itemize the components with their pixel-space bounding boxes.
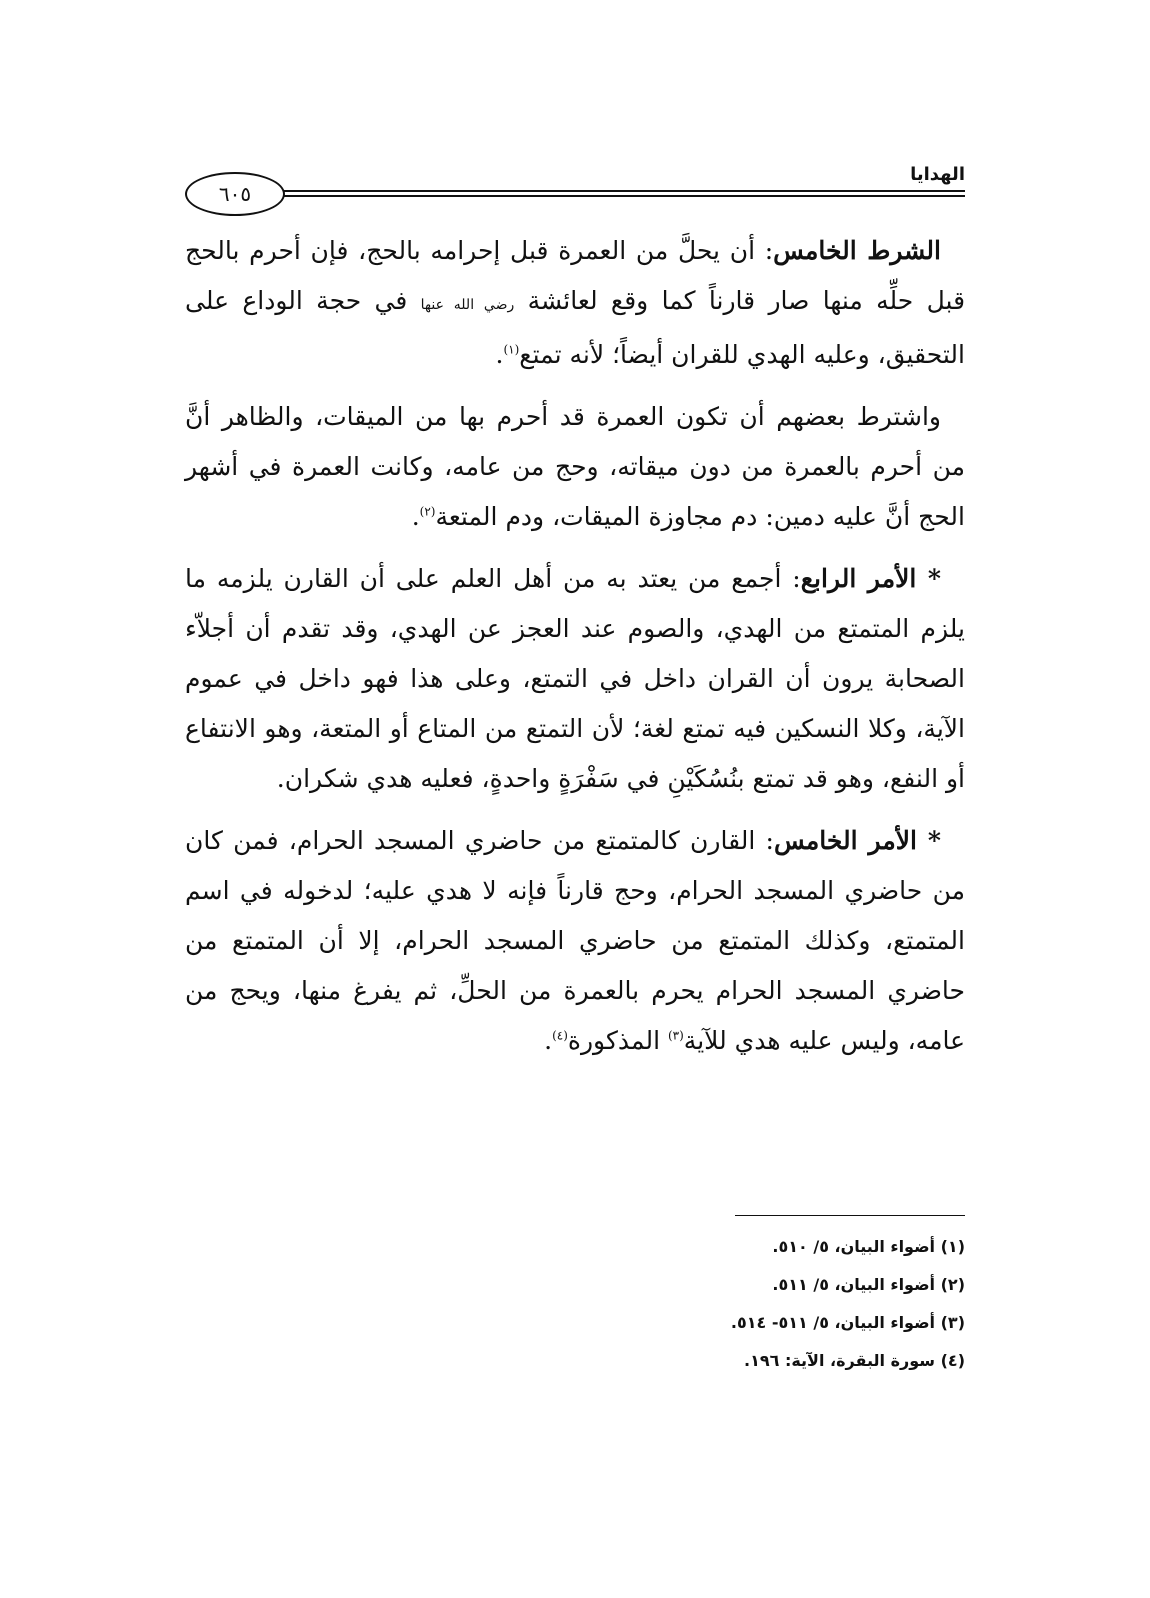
paragraph-text: . <box>544 1026 553 1055</box>
footnote-ref-1[interactable]: (١) <box>503 342 520 357</box>
paragraph-matter-four <box>185 554 965 804</box>
running-title: الهدايا <box>910 164 965 185</box>
footnote-separator <box>735 1215 965 1216</box>
footnote-4: (٤) سورة البقرة، الآية: ١٩٦. <box>744 1351 965 1370</box>
paragraph-heading: الأمر الرابع <box>800 564 917 593</box>
paragraph-condition-five <box>185 226 965 380</box>
footnotes <box>600 1228 965 1380</box>
footnote-1: (١) أضواء البيان، ٥/ ٥١٠. <box>772 1237 965 1256</box>
main-text <box>185 226 965 1078</box>
footnote-2: (٢) أضواء البيان، ٥/ ٥١١. <box>772 1275 965 1294</box>
footnote-3: (٣) أضواء البيان، ٥/ ٥١١- ٥١٤. <box>730 1313 965 1332</box>
paragraph-text: في حجة الوداع على التحقيق، وعليه الهدي للقران أيضاً؛ لأنه تمتع <box>185 286 965 369</box>
star-bullet: * <box>916 826 942 855</box>
footnote-ref-3[interactable]: (٣) <box>667 1028 684 1043</box>
paragraph-miqat <box>185 392 965 542</box>
paragraph-text: . <box>495 340 504 369</box>
footnote-ref-2[interactable]: (٢) <box>419 504 436 519</box>
page-header <box>185 160 965 212</box>
star-bullet: * <box>916 564 941 593</box>
paragraph-text: : القارن كالمتمتع من حاضري المسجد الحرام، فمن كان من حاضري المسجد الحرام، وحج قارناً فإنه لا هدي عليه؛ لدخوله في اسم المتمتع، وكذلك المتمتع من حاضري المسجد الحرام، إلا أن المتمتع من حاضري المسجد الحرام يحرم بالعمرة من الحلِّ، ثم يفرغ منها، ويحج من عامه، وليس عليه هدي للآية <box>185 826 965 1055</box>
page-number: ٦٠٥ <box>185 172 285 216</box>
paragraph-text: : أجمع من يعتد به من أهل العلم على أن القارن يلزمه ما يلزم المتمتع من الهدي، والصوم عند العجز عن الهدي، وقد تقدم أن أجلاّء الصحابة يرون أن القران داخل في التمتع، وعلى هذا فهو داخل في عموم الآية، وكلا النسكين فيه تمتع لغة؛ لأن التمتع من المتاع أو المتعة، وهو الانتفاع أو النفع، وهو قد تمتع بنُسُكَيْنِ في سَفْرَةٍ واحدةٍ، فعليه هدي شكران. <box>185 564 965 793</box>
honorific-phrase: رضي الله عنها <box>420 297 515 313</box>
paragraph-heading: الأمر الخامس <box>773 826 917 855</box>
paragraph-text: واشترط بعضهم أن تكون العمرة قد أحرم بها من الميقات، والظاهر أنَّ من أحرم بالعمرة من دون ميقاته، وحج من عامه، وكانت العمرة في أشهر الحج أنَّ عليه دمين: دم مجاوزة الميقات، ودم المتعة <box>185 402 965 531</box>
paragraph-matter-five <box>185 816 965 1066</box>
header-double-rule <box>273 190 965 197</box>
paragraph-heading: الشرط الخامس <box>773 236 941 265</box>
paragraph-text: : أن يحلَّ من العمرة قبل إحرامه بالحج، فإن أحرم بالحج قبل حلِّه منها صار قارناً كما وقع لعائشة <box>185 236 966 315</box>
paragraph-text: المذكورة <box>567 1026 668 1055</box>
footnote-ref-4[interactable]: (٤) <box>552 1028 568 1043</box>
paragraph-text: . <box>411 502 420 531</box>
